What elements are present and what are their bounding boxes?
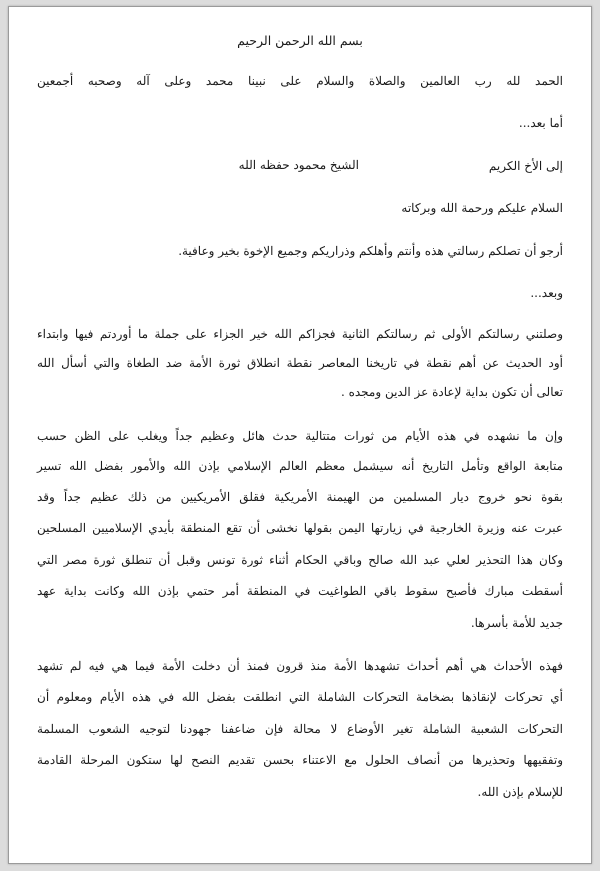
paragraph-1-line-2: أود الحديث عن أهم نقطة في تاريخنا المعاصر نقطة انطلاق ثورة الأمة ضد الطغاة والتي أسأل الله bbox=[37, 356, 563, 370]
recipient-sheikh: الشيخ محمود حفظه الله bbox=[238, 158, 359, 172]
wellbeing-wish: أرجو أن تصلكم رسالتي هذه وأنتم وأهلكم وذراريكم وجميع الإخوة بخير وعافية. bbox=[178, 244, 563, 258]
paragraph-2-line-1: وإن ما نشهده في هذه الأيام من ثورات متتالية حدث هائل وعظيم جداً ويغلب على الظن حسب bbox=[37, 429, 563, 443]
paragraph-3-line-2: أي تحركات لإنقاذها بضخامة التحركات الشاملة التي انطلقت بفضل الله في هذه الأيام ومعلوم أن bbox=[37, 690, 563, 704]
wa-baad: وبعد... bbox=[530, 286, 563, 300]
paragraph-2-line-6: أسقطت مبارك فأصبح سقوط باقي الطواغيت في المنطقة أمر حتمي بإذن الله وكانت بداية عهد bbox=[37, 584, 563, 598]
paragraph-2-line-4: عبرت عنه وزيرة الخارجية في زيارتها اليمن بقولها نخشى أن تقع المنطقة بأيدي الإسلاميين المسلحين bbox=[37, 521, 563, 535]
opening-praise: الحمد لله رب العالمين والصلاة والسلام على نبينا محمد وعلى آله وصحبه أجمعين bbox=[37, 74, 563, 88]
salam-greeting: السلام عليكم ورحمة الله وبركاته bbox=[401, 201, 563, 215]
paragraph-3-line-4: وتفقيهها وتحذيرها من أنصاف الحلول مع الاعتناء بحسن تقديم النصح لها ستكون المرحلة القادمة bbox=[37, 753, 563, 767]
paragraph-2-line-2: متابعة الواقع وتأمل التاريخ أنه سيشمل معظم العالم الإسلامي بإذن الله والأمور بفضل الله تسير bbox=[37, 459, 563, 473]
paragraph-1-line-3: تعالى أن تكون بداية لإعادة عز الدين ومجده . bbox=[340, 385, 563, 399]
paragraph-2-line-5: وكان هذا التحذير لعلي عبد الله صالح وباقي الحكام أثناء ثورة تونس وقبل أن تنطلق ثورة مصر التي bbox=[37, 553, 563, 567]
amma-baad: أما بعد... bbox=[518, 116, 563, 130]
paragraph-3-line-3: التحركات الشعبية الشاملة تغير الأوضاع لا محالة فإن ضاعفنا جهودنا لتوجيه الشعوب المسلمة bbox=[37, 722, 563, 736]
paragraph-1-line-1: وصلتني رسالتكم الأولى ثم رسالتكم الثانية فجزاكم الله خير الجزاء على جملة ما أوردتم فيها وابتداء bbox=[37, 327, 563, 341]
paragraph-2-line-7: جديد للأمة بأسرها. bbox=[470, 616, 563, 630]
paragraph-3-line-5: للإسلام بإذن الله. bbox=[477, 785, 563, 799]
letter-page bbox=[8, 6, 592, 864]
paragraph-2-line-3: بقوة نحو خروج ديار المسلمين من الهيمنة الأمريكية فقلق الأمريكيين من ذلك عظيم جداً وقد bbox=[37, 490, 563, 504]
basmala: بسم الله الرحمن الرحيم bbox=[237, 33, 363, 48]
paragraph-3-line-1: فهذه الأحداث هي أهم أحداث تشهدها الأمة منذ قرون فمنذ أن دخلت الأمة فيما هي فيه لم تشهد bbox=[37, 659, 563, 673]
recipient-brother: إلى الأخ الكريم bbox=[488, 159, 563, 173]
